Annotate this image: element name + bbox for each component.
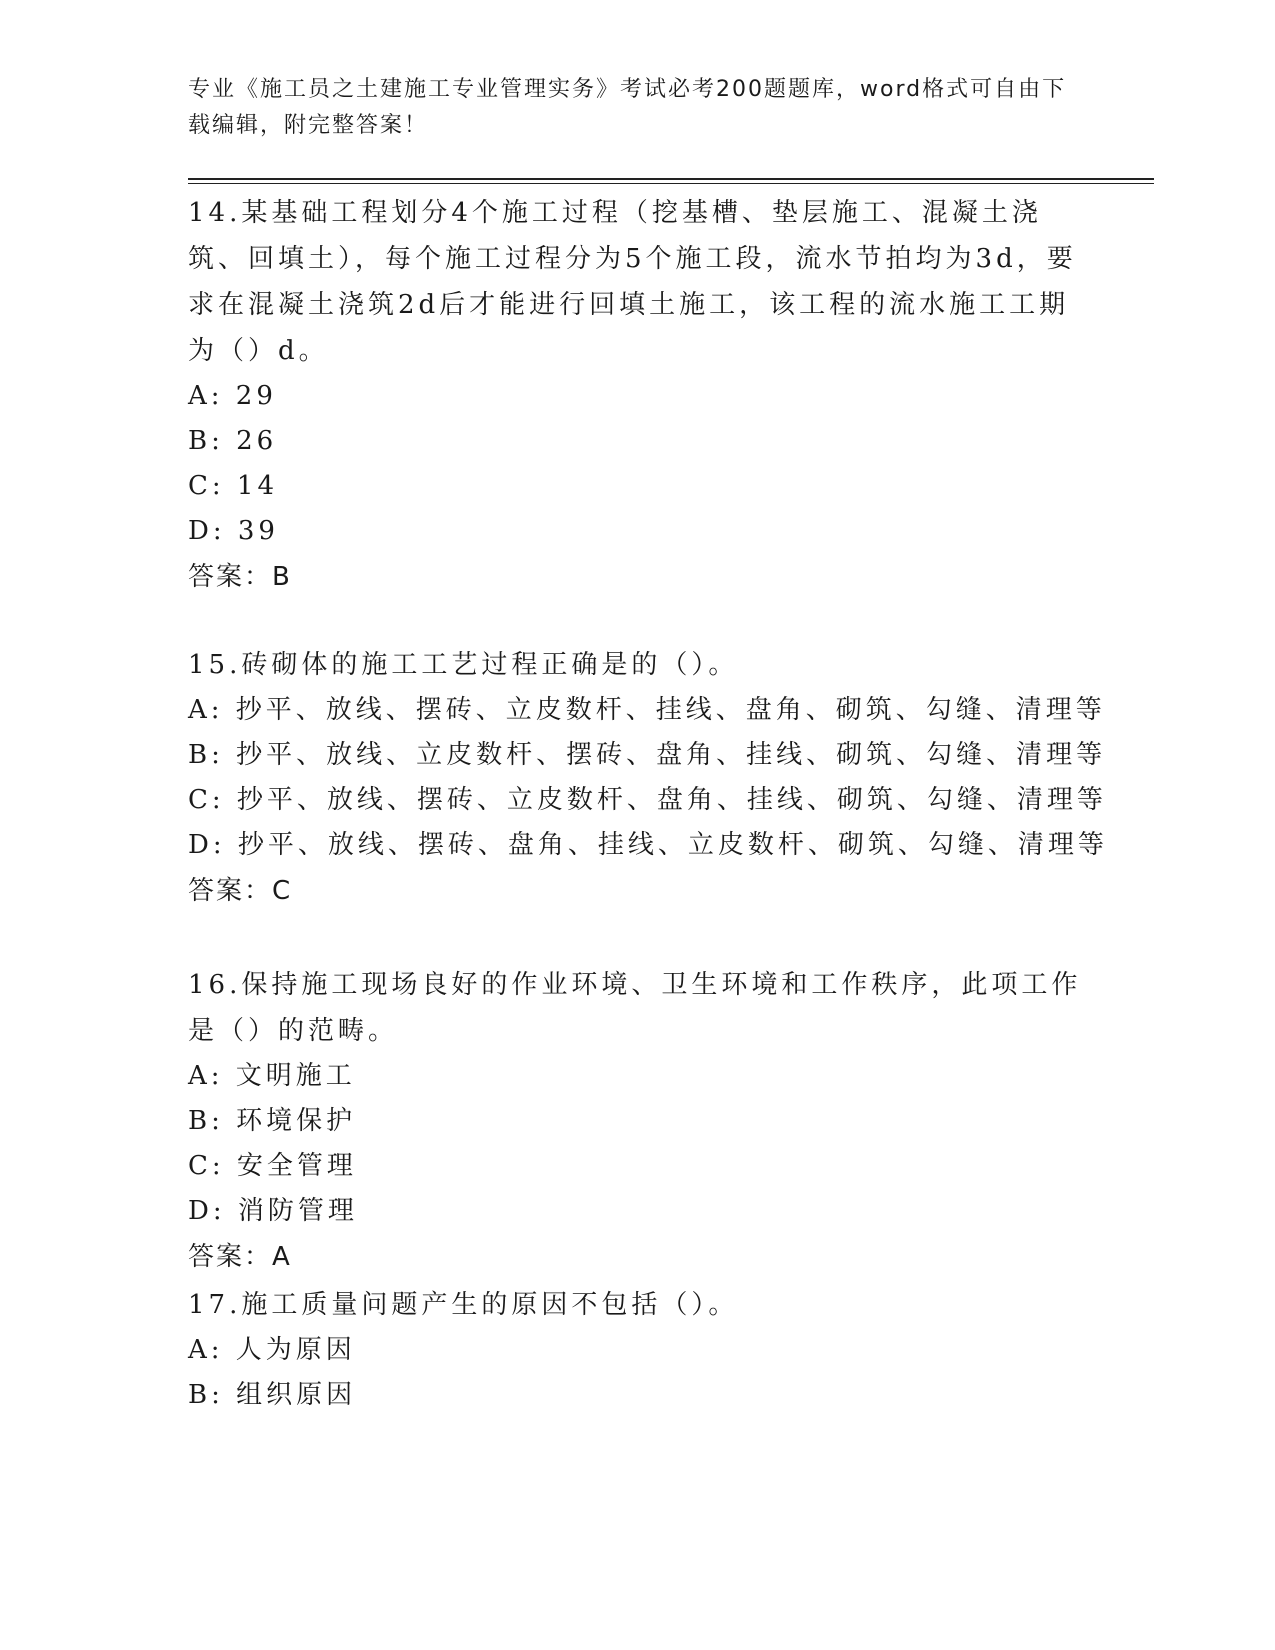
option-a: A: 抄平、放线、摆砖、立皮数杆、挂线、盘角、砌筑、勾缝、清理等	[188, 695, 1106, 725]
question-text: 17.施工质量问题产生的原因不包括（）。	[188, 1290, 739, 1320]
question-16	[188, 962, 1088, 1280]
answer: 答案：A	[188, 1242, 292, 1272]
question-17	[188, 1282, 738, 1418]
question-text: 14.某基础工程划分4个施工过程（挖基槽、垫层施工、混凝土浇筑、回填土），每个施工过程分为5个施工段，流水节拍均为3d，要求在混凝土浇筑2d后才能进行回填土施工，该工程的流水施工工期为（）d。	[188, 198, 1077, 366]
option-a: A: 人为原因	[188, 1335, 356, 1365]
option-a: A: 29	[188, 381, 277, 411]
option-c: C: 安全管理	[188, 1151, 357, 1181]
document-header: 专业《施工员之土建施工专业管理实务》考试必考200题题库，word格式可自由下载编辑，附完整答案！	[188, 77, 1067, 138]
option-d: D: 消防管理	[188, 1196, 358, 1226]
option-d: D: 抄平、放线、摆砖、盘角、挂线、立皮数杆、砌筑、勾缝、清理等	[188, 830, 1108, 860]
question-15	[188, 642, 1108, 914]
option-a: A: 文明施工	[188, 1061, 356, 1091]
option-b: B: 环境保护	[188, 1106, 357, 1136]
header-divider-thin	[188, 183, 1154, 184]
answer: 答案：B	[188, 562, 292, 592]
option-c: C: 14	[188, 471, 279, 501]
answer: 答案：C	[188, 876, 293, 906]
option-b: B: 26	[188, 426, 278, 456]
question-text: 16.保持施工现场良好的作业环境、卫生环境和工作秩序，此项工作是（）的范畴。	[188, 970, 1082, 1046]
option-b: B: 抄平、放线、立皮数杆、摆砖、盘角、挂线、砌筑、勾缝、清理等	[188, 740, 1107, 770]
option-b: B: 组织原因	[188, 1380, 357, 1410]
header-divider-thick	[188, 178, 1154, 180]
option-d: D: 39	[188, 516, 279, 546]
question-text: 15.砖砌体的施工工艺过程正确是的（）。	[188, 650, 739, 680]
option-c: C: 抄平、放线、摆砖、立皮数杆、盘角、挂线、砌筑、勾缝、清理等	[188, 785, 1107, 815]
question-14	[188, 190, 1088, 600]
